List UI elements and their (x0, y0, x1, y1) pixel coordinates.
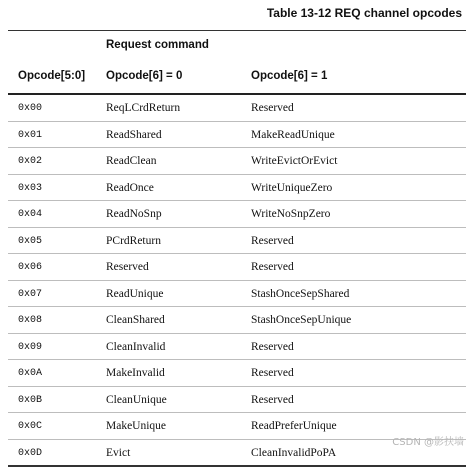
command-opcode6-1-cell: MakeReadUnique (251, 129, 335, 141)
command-opcode6-1-cell: Reserved (251, 102, 294, 114)
command-opcode6-0-cell: ReqLCrdReturn (106, 102, 180, 114)
opcode-cell: 0x03 (18, 183, 42, 194)
watermark: CSDN @影扶墙 (392, 433, 464, 448)
command-opcode6-1-cell: Reserved (251, 235, 294, 247)
command-opcode6-0-cell: ReadUnique (106, 288, 163, 300)
table-row (8, 122, 466, 149)
table-row (8, 281, 466, 308)
column-header-opcode6-1: Opcode[6] = 1 (251, 70, 327, 82)
command-opcode6-0-cell: Evict (106, 447, 130, 459)
opcode-cell: 0x0A (18, 368, 42, 379)
opcode-cell: 0x06 (18, 262, 42, 273)
command-opcode6-1-cell: WriteEvictOrEvict (251, 155, 337, 167)
command-opcode6-0-cell: CleanShared (106, 314, 165, 326)
group-header-request-command: Request command (106, 39, 209, 51)
opcode-cell: 0x05 (18, 236, 42, 247)
command-opcode6-0-cell: ReadOnce (106, 182, 154, 194)
column-header-opcode: Opcode[5:0] (18, 70, 85, 82)
command-opcode6-0-cell: MakeUnique (106, 420, 166, 432)
table-row (8, 201, 466, 228)
table-row (8, 95, 466, 122)
command-opcode6-1-cell: ReadPreferUnique (251, 420, 337, 432)
opcode-cell: 0x0D (18, 448, 42, 459)
opcode-cell: 0x07 (18, 289, 42, 300)
command-opcode6-0-cell: Reserved (106, 261, 149, 273)
command-opcode6-0-cell: CleanUnique (106, 394, 167, 406)
command-opcode6-0-cell: MakeInvalid (106, 367, 165, 379)
command-opcode6-1-cell: WriteNoSnpZero (251, 208, 330, 220)
table-row (8, 228, 466, 255)
command-opcode6-0-cell: ReadNoSnp (106, 208, 162, 220)
opcode-cell: 0x08 (18, 315, 42, 326)
column-header-opcode6-0: Opcode[6] = 0 (106, 70, 182, 82)
table-row (8, 360, 466, 387)
command-opcode6-0-cell: CleanInvalid (106, 341, 165, 353)
command-opcode6-1-cell: Reserved (251, 261, 294, 273)
opcode-cell: 0x0B (18, 395, 42, 406)
opcode-cell: 0x02 (18, 156, 42, 167)
table-caption: Table 13-12 REQ channel opcodes (267, 6, 462, 20)
opcode-cell: 0x01 (18, 130, 42, 141)
command-opcode6-0-cell: ReadShared (106, 129, 162, 141)
command-opcode6-1-cell: WriteUniqueZero (251, 182, 332, 194)
opcode-cell: 0x0C (18, 421, 42, 432)
command-opcode6-1-cell: Reserved (251, 394, 294, 406)
command-opcode6-1-cell: CleanInvalidPoPA (251, 447, 336, 459)
table-row (8, 387, 466, 414)
command-opcode6-0-cell: ReadClean (106, 155, 156, 167)
command-opcode6-1-cell: StashOnceSepShared (251, 288, 349, 300)
command-opcode6-1-cell: Reserved (251, 341, 294, 353)
command-opcode6-0-cell: PCrdReturn (106, 235, 161, 247)
opcode-cell: 0x00 (18, 103, 42, 114)
opcode-cell: 0x09 (18, 342, 42, 353)
group-header-row (8, 31, 466, 63)
table-row (8, 148, 466, 175)
column-header-row (8, 63, 466, 93)
table-row (8, 334, 466, 361)
opcode-cell: 0x04 (18, 209, 42, 220)
table-row (8, 254, 466, 281)
table-row (8, 175, 466, 202)
command-opcode6-1-cell: Reserved (251, 367, 294, 379)
req-opcodes-table (8, 30, 466, 467)
table-row (8, 307, 466, 334)
table-body (8, 95, 466, 467)
command-opcode6-1-cell: StashOnceSepUnique (251, 314, 351, 326)
